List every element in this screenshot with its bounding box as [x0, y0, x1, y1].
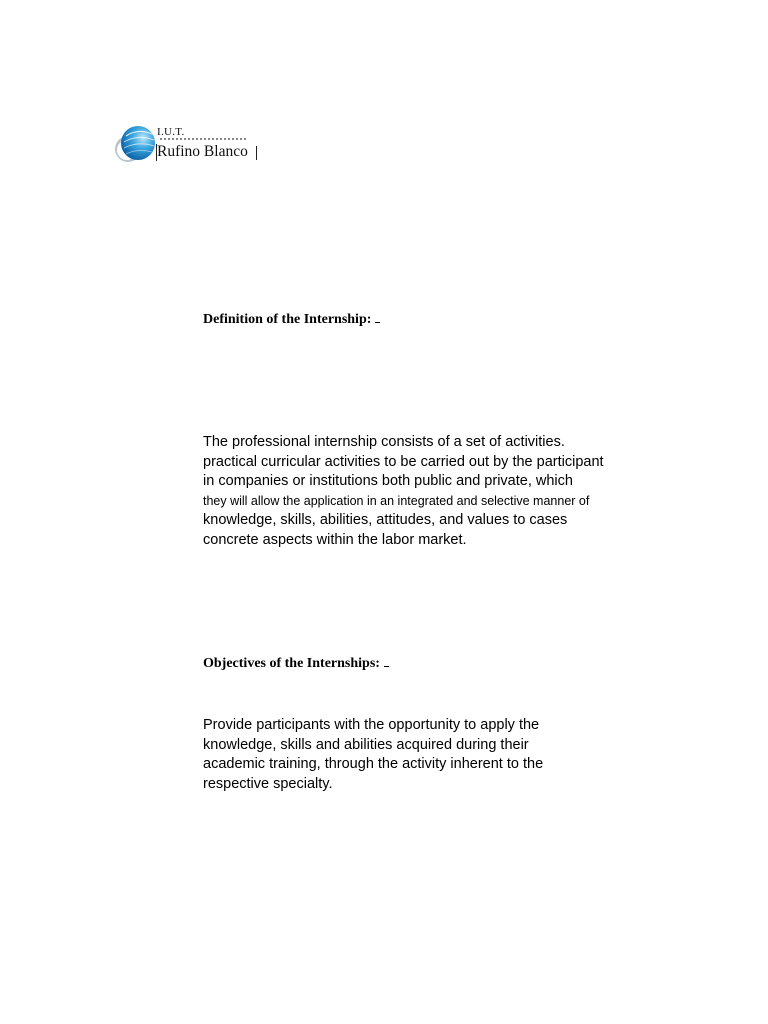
paragraph-line: they will allow the application in an integrated and selective manner of — [203, 493, 590, 508]
paragraph-line: academic training, through the activity inherent to the — [203, 756, 544, 772]
objectives-heading — [203, 655, 389, 672]
paragraph-line: respective specialty. — [203, 775, 333, 792]
heading-underline-mark — [384, 655, 389, 667]
institution-logo — [112, 124, 262, 166]
paragraph-line: knowledge, skills, abilities, attitudes, and values to cases — [203, 512, 568, 528]
paragraph-line: practical curricular activities to be carried out by the participant — [203, 453, 604, 470]
objectives-heading-text: Objectives of the Internships: — [203, 656, 380, 671]
globe-swirl-icon — [112, 124, 158, 166]
definition-heading — [203, 311, 380, 328]
logo-name-text: Rufino Blanco — [157, 143, 248, 160]
paragraph-line: The professional internship consists of a set of activities. — [203, 434, 565, 450]
heading-underline-mark — [375, 311, 380, 323]
logo-small-text: I.U.T. — [157, 126, 185, 138]
paragraph-line: knowledge, skills and abilities acquired during their — [203, 736, 529, 753]
paragraph-line: concrete aspects within the labor market. — [203, 531, 467, 548]
definition-heading-text: Definition of the Internship: — [203, 312, 372, 327]
objectives-paragraph — [203, 716, 543, 794]
paragraph-line: Provide participants with the opportunity to apply the — [203, 717, 540, 733]
logo-right-bar — [256, 146, 257, 160]
paragraph-line: in companies or institutions both public and private, which — [203, 473, 573, 489]
definition-paragraph — [203, 433, 604, 550]
